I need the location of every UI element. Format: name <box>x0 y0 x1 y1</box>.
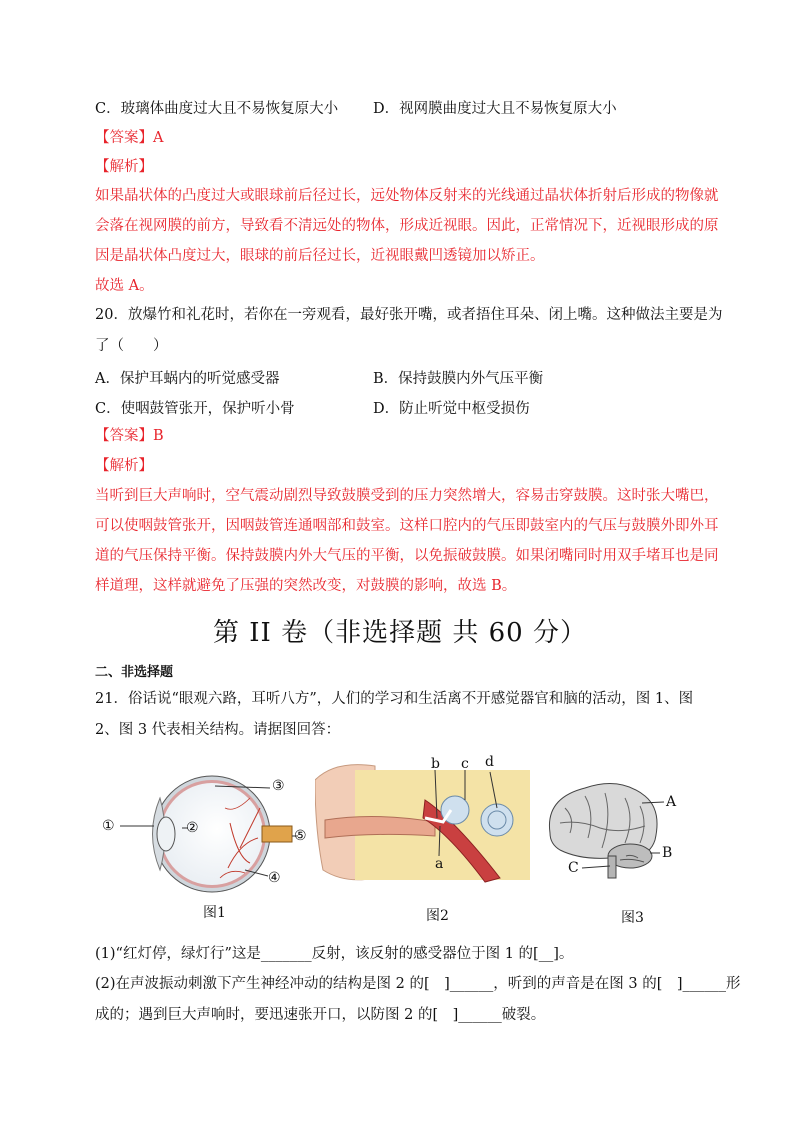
q20-option-b: B．保持鼓膜内外气压平衡 <box>373 371 544 387</box>
figure-2-caption: 图2 <box>426 908 449 924</box>
q20-option-d: D．防止听觉中枢受损伤 <box>373 401 530 417</box>
q19-analysis-label: 【解析】 <box>95 159 153 175</box>
q20-analysis-line-2: 可以使咽鼓管张开，因咽鼓管连通咽部和鼓室。这样口腔内的气压即鼓室内的气压与鼓膜外即外耳 <box>95 518 719 534</box>
q20-option-c: C．使咽鼓管张开，保护听小骨 <box>95 401 295 417</box>
q21-sub-2-line-2: 成的；遇到巨大声响时，要迅速张开口，以防图 2 的[ ]______破裂。 <box>95 1007 546 1023</box>
q21-stem-line-1: 21．俗话说“眼观六路，耳听八方”，人们的学习和生活离不开感觉器官和脑的活动，图 1、图 <box>95 691 694 707</box>
q19-analysis-line-2: 会落在视网膜的前方，导致看不清远处的物体，形成近视眼。因此，正常情况下，近视眼形成的原 <box>95 218 719 234</box>
q20-analysis-line-4: 样道理，这样就避免了压强的突然改变，对鼓膜的影响，故选 B。 <box>95 578 517 594</box>
brain-label-c: C <box>568 860 579 876</box>
section-title: 第 II 卷（非选择题 共 60 分） <box>213 618 587 648</box>
q19-conclusion: 故选 A。 <box>95 278 154 294</box>
section-subtitle: 二、非选择题 <box>95 665 174 680</box>
q21-sub-1: (1)“红灯停，绿灯行”这是_______反射，该反射的感受器位于图 1 的[__]。 <box>95 946 574 962</box>
ear-label-a: a <box>435 856 444 872</box>
ear-label-b: b <box>431 756 440 772</box>
brain-label-a: A <box>666 794 677 810</box>
q21-sub-2-line-1: (2)在声波振动刺激下产生神经冲动的结构是图 2 的[ ]______，听到的声音是在图 3 的[ ]______形 <box>95 976 741 992</box>
ear-label-c: c <box>461 756 469 772</box>
q20-analysis-label: 【解析】 <box>95 458 153 474</box>
q20-analysis-line-3: 道的气压保持平衡。保持鼓膜内外大气压的平衡，以免振破鼓膜。如果闭嘴同时用双手堵耳也是同 <box>95 548 719 564</box>
ear-diagram <box>315 754 530 885</box>
q19-answer: 【答案】A <box>95 130 164 146</box>
q19-analysis-line-1: 如果晶状体的凸度过大或眼球前后径过长，远处物体反射来的光线通过晶状体折射后形成的物像就 <box>95 188 719 204</box>
eye-label-4: ④ <box>268 870 281 886</box>
brain-diagram <box>540 778 690 888</box>
q20-answer: 【答案】B <box>95 428 164 444</box>
ear-label-d: d <box>485 754 494 770</box>
q19-analysis-line-3: 因是晶状体凸度过大，眼球的前后径过长，近视眼戴凹透镜加以矫正。 <box>95 248 545 264</box>
eye-label-2: ② <box>186 820 199 836</box>
q20-stem-line-2: 了（ ） <box>95 338 168 354</box>
q20-analysis-line-1: 当听到巨大声响时，空气震动剧烈导致鼓膜受到的压力突然增大，容易击穿鼓膜。这时张大嘴巴， <box>95 488 719 504</box>
figure-3-caption: 图3 <box>621 910 644 926</box>
figure-1-caption: 图1 <box>203 905 226 921</box>
q21-stem-line-2: 2、图 3 代表相关结构。请据图回答： <box>95 722 341 738</box>
eye-label-5: ⑤ <box>294 828 307 844</box>
eye-diagram <box>100 768 310 898</box>
q19-option-c: C．玻璃体曲度过大且不易恢复原大小 <box>95 101 339 117</box>
eye-label-1: ① <box>102 818 115 834</box>
eye-label-3: ③ <box>272 778 285 794</box>
q20-stem-line-1: 20．放爆竹和礼花时，若你在一旁观看，最好张开嘴，或者捂住耳朵、闭上嘴。这种做法主要是为 <box>95 307 723 323</box>
q20-option-a: A．保护耳蜗内的听觉感受器 <box>95 371 280 387</box>
brain-label-b: B <box>662 845 673 861</box>
q19-option-d: D．视网膜曲度过大且不易恢复原大小 <box>373 101 617 117</box>
